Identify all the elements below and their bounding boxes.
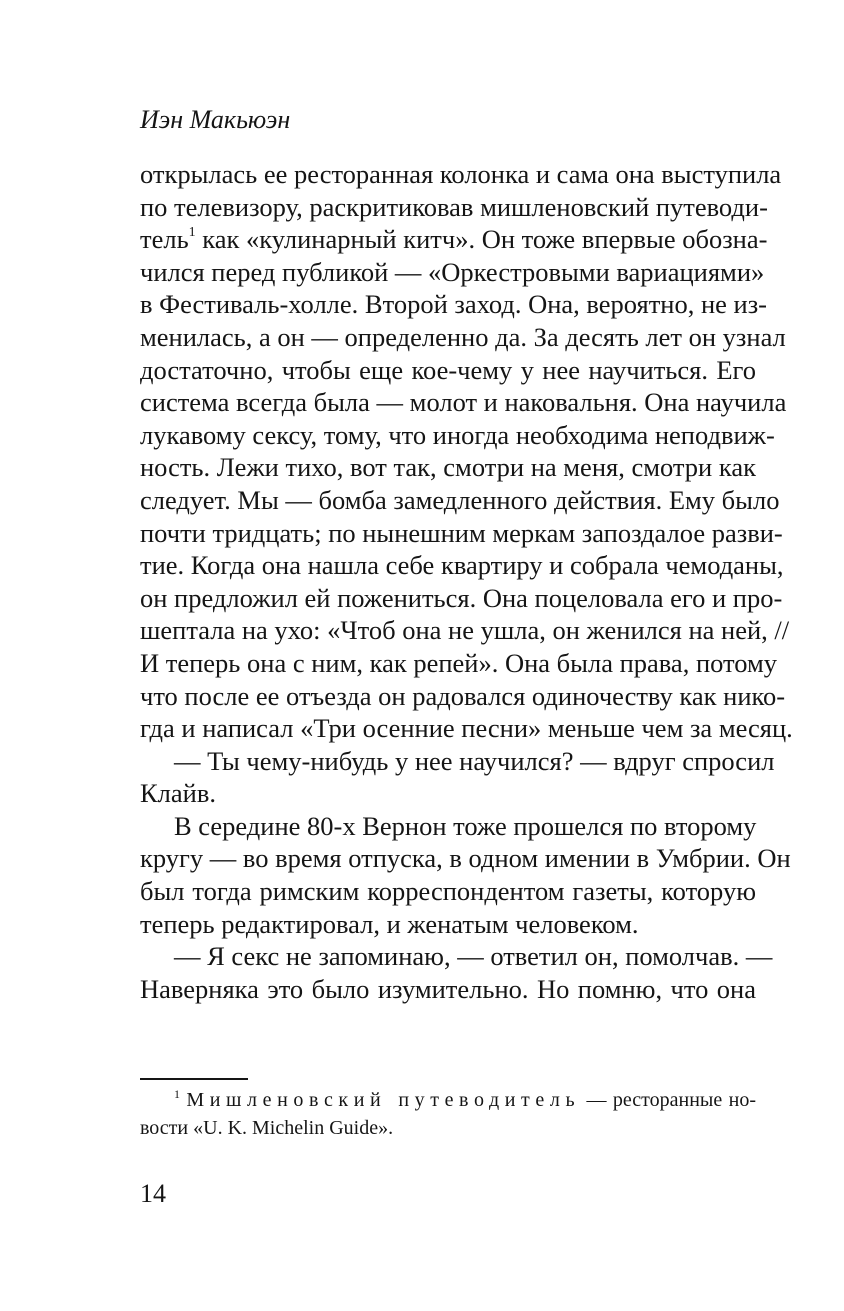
text-line: он предложил ей пожениться. Она поцеловала его и про- (140, 582, 783, 613)
page-number: 14 (140, 1179, 166, 1208)
footnote-marker: 1 (174, 1087, 180, 1101)
body-text (140, 158, 793, 1005)
text-line: Наверняка это было изумительно. Но помню, что она (140, 973, 756, 1004)
footnote-line: вости «U. K. Michelin Guide». (140, 1117, 394, 1139)
text-line: открылась ее ресторанная колонка и сама она выступила (140, 159, 782, 189)
text-line: тие. Когда она нашла себе квартиру и собрала чемоданы, (140, 550, 784, 581)
text-line: был тогда римским корреспондентом газеты, которую (140, 876, 756, 907)
text-line: Клайв. (140, 778, 216, 809)
text-line: шептала на ухо: «Чтоб она не ушла, он женился на ней, // (140, 615, 790, 646)
text-segment: как «кулинарный китч». Он тоже впервые обозна- (195, 224, 768, 255)
footnote-separator (140, 1078, 248, 1080)
footnote-text: — ресторанные но- (580, 1089, 756, 1111)
text-line: В середине 80-х Вернон тоже прошелся по второму (174, 810, 757, 841)
text-line: менилась, а он — определенно да. За десять лет он узнал (140, 321, 786, 352)
text-line: чился перед публикой — «Оркестровыми вариациями» (140, 256, 765, 287)
text-line: в Фестиваль-холле. Второй заход. Она, вероятно, не из- (140, 289, 768, 320)
text-line: ность. Лежи тихо, вот так, смотри на меня, смотри как (140, 452, 756, 483)
text-line: что после ее отъезда он радовался одиночеству как нико- (140, 680, 786, 711)
text-line: почти тридцать; по нынешним меркам запоздалое разви- (140, 517, 783, 548)
text-line: по телевизору, раскритиковав мишленовский путеводи- (140, 191, 768, 222)
text-line: И теперь она с ним, как репей». Она была права, потому (140, 647, 778, 678)
text-line: кругу — во время отпуска, в одном имении в Умбрии. Он (140, 843, 791, 874)
text-line: гда и написал «Три осенние песни» меньше чем за месяц. (140, 713, 793, 744)
text-line: — Я секс не запоминаю, — ответил он, помолчав. — (174, 941, 773, 972)
text-line: теперь редактировал, и женатым человеком. (140, 908, 639, 939)
text-line: — Ты чему-нибудь у нее научился? — вдруг спросил (174, 745, 775, 776)
text-line: следует. Мы — бомба замедленного действия. Ему было (140, 484, 780, 515)
footnote-line (140, 1086, 756, 1114)
text-line (140, 223, 768, 256)
footnote (140, 1086, 756, 1142)
text-line: лукавому сексу, тому, что иногда необходима неподвиж- (140, 419, 775, 450)
footnote-reference: 1 (188, 225, 196, 241)
running-head-author: Иэн Макьюэн (140, 105, 291, 134)
footnote-term: Мишленовский путеводитель (186, 1089, 581, 1111)
text-segment: тель (140, 224, 189, 255)
text-line: достаточно, чтобы еще кое-чему у нее научиться. Его (140, 354, 756, 385)
text-line: система всегда была — молот и наковальня. Она научила (140, 387, 787, 418)
